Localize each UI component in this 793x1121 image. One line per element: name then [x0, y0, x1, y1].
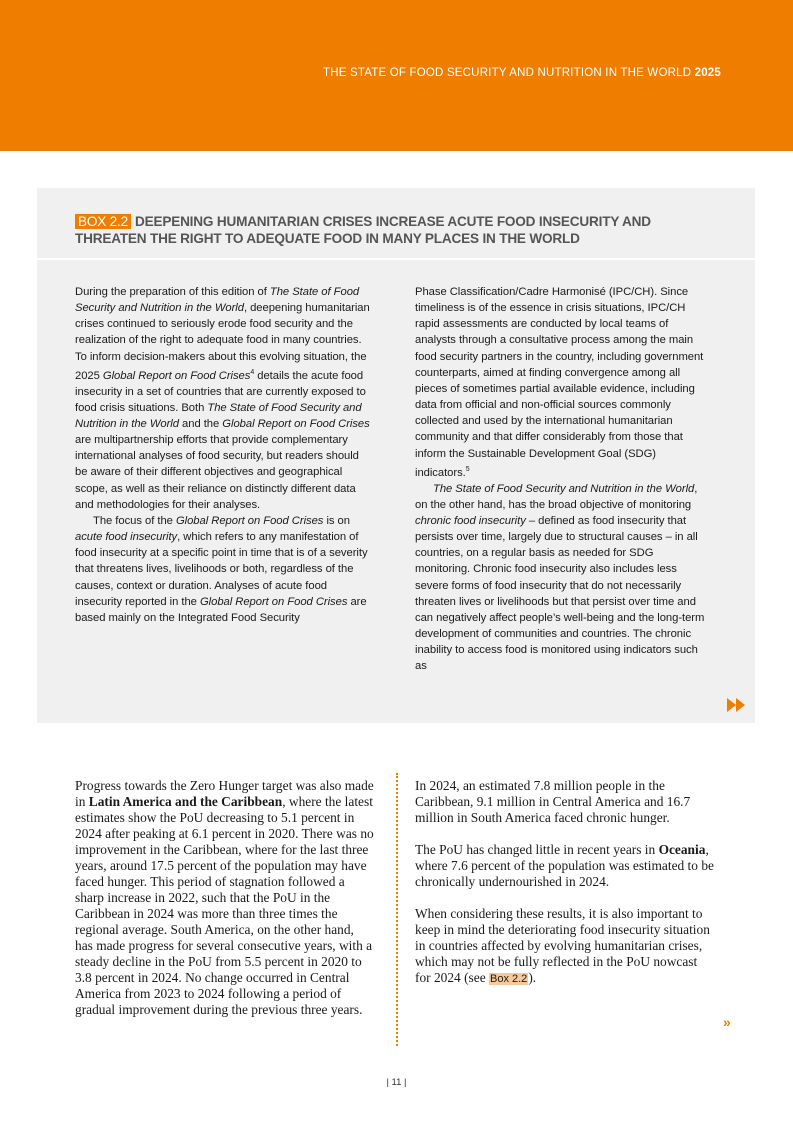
box-tag: BOX 2.2: [75, 214, 131, 229]
body-column-left: [75, 778, 375, 1034]
continue-marker[interactable]: »: [723, 1014, 731, 1030]
box-paragraph: The focus of the Global Report on Food Crises is on acute food insecurity, which refers to any manifestation of food insecurity at a specific point in time that is of a severity that threatens lives, livelihoods or both, regardless of the causes, context or duration. Analyses of acute food insecurity reported in the Global Report on Food Crises are based mainly on the Integrated Food Security: [75, 514, 368, 624]
body-column-right: [415, 778, 715, 1003]
box-title-text: DEEPENING HUMANITARIAN CRISES INCREASE ACUTE FOOD INSECURITY AND THREATEN THE RIGHT TO ADEQUATE FOOD IN MANY PLACES IN THE WORLD: [75, 214, 651, 246]
running-header-year: 2025: [694, 67, 721, 79]
box-title: [75, 213, 715, 247]
running-header: [323, 67, 721, 79]
body-paragraph: When considering these results, it is also important to keep in mind the deteriorating food insecurity situation in countries affected by evolving humanitarian crises, which may not be fully reflected in the PoU nowcast for 2024 (see Box 2.2).: [415, 906, 710, 985]
footnote-ref[interactable]: 4: [250, 368, 255, 376]
box-paragraph: The State of Food Security and Nutrition in the World, on the other hand, has the broad objective of monitoring chronic food insecurity – defined as food insecurity that persists over time, largely due to structural causes – in all countries, on a regular basis as needed for SDG monitoring. Chronic food insecurity also includes less severe forms of food insecurity that do not necessarily threaten lives or livelihoods but that persist over time and can negatively affect people’s well-being and the long-term development of communities and countries. The chronic inability to access food is monitored using indicators such as: [415, 482, 705, 673]
box-reference-link[interactable]: Box 2.2: [490, 973, 528, 985]
column-divider: [396, 773, 398, 1046]
running-header-title: THE STATE OF FOOD SECURITY AND NUTRITION IN THE WORLD: [323, 67, 692, 79]
box-header: [37, 188, 755, 260]
body-paragraph: Progress towards the Zero Hunger target was also made in Latin America and the Caribbean, where the latest estimates show the PoU decreasing to 5.1 percent in 2024 after peaking at 6.1 percent in 2020. There was no improvement in the Caribbean, where for the last three years, around 17.5 percent of the population may have faced hunger. This period of stagnation followed a sharp increase in 2022, such that the PoU in the Caribbean in 2024 was more than three times the regional average. South America, on the other hand, has made progress for several consecutive years, with a steady decline in the PoU from 5.5 percent in 2020 to 3.8 percent in 2024. No change occurred in Central America from 2023 to 2024 following a period of gradual improvement during the previous three years.: [75, 778, 374, 1017]
page-number: | 11 |: [386, 1077, 407, 1088]
body-paragraph: The PoU has changed little in recent years in Oceania, where 7.6 percent of the population was estimated to be chronically undernourished in 2024.: [415, 842, 714, 889]
box-column-right: [415, 284, 711, 675]
body-paragraph: In 2024, an estimated 7.8 million people in the Caribbean, 9.1 million in Central America and 16.7 million in South America faced chronic hunger.: [415, 778, 691, 825]
box-column-left: [75, 284, 371, 626]
fast-forward-icon[interactable]: [727, 698, 747, 712]
footnote-ref[interactable]: 5: [465, 465, 470, 473]
box-paragraph: Phase Classification/Cadre Harmonisé (IPC/CH). Since timeliness is of the essence in crisis situations, IPC/CH rapid assessments are conducted by local teams of analysts through a consultative process among the main food security partners in the country, including government counterparts, aimed at finding convergence among all pieces of sometimes partial available evidence, including data from official and non-official sources commonly collected and used by the international humanitarian community and that differ considerably from those that inform the Sustainable Development Goal (SDG) indicators.$^5$: [415, 286, 704, 479]
box-2-2: [37, 188, 755, 723]
box-paragraph: During the preparation of this edition of The State of Food Security and Nutrition in the World, deepening humanitarian crises continued to seriously erode food security and the realization of the right to adequate food in many countries. To inform decision-makers about this evolving situation, the 2025 Global Report on Food Crises$^4$ details the acute food insecurity in a set of countries that are currently exposed to food crisis situations. Both The State of Food Security and Nutrition in the World and the Global Report on Food Crises are multipartnership efforts that provide complementary international analyses of food security, but readers should be aware of their different objectives and geographical scope, as well as their reliance on distinctly different data and methodologies for their analyses.: [75, 286, 370, 511]
